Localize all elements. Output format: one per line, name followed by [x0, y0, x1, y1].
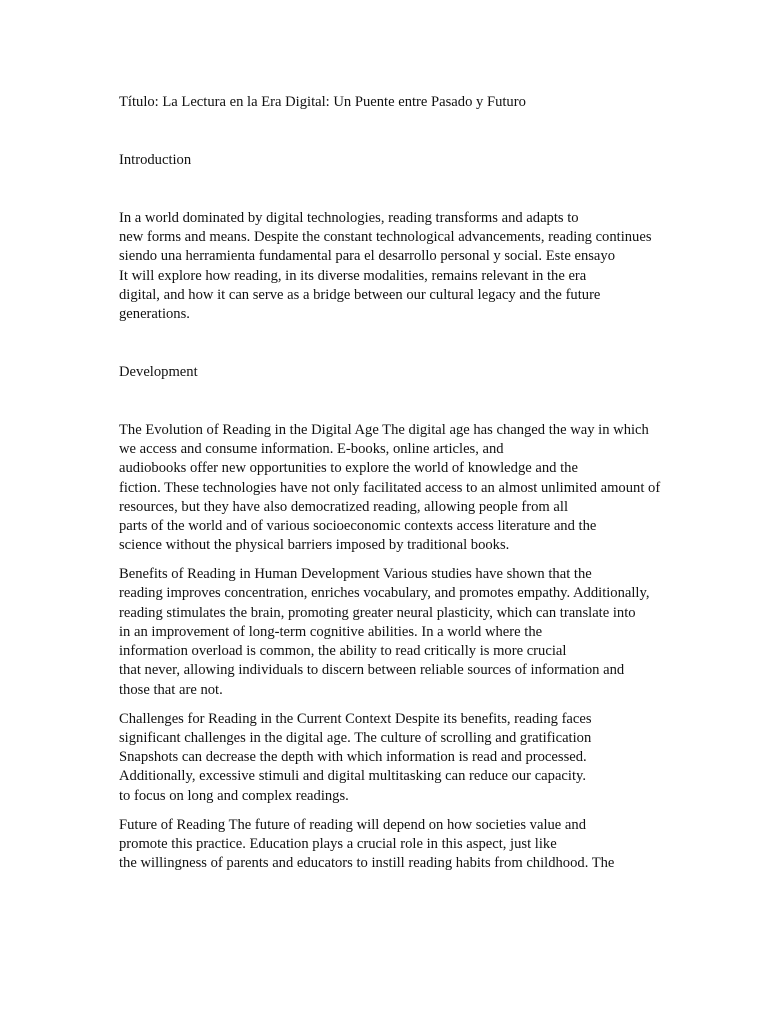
- text-line: Future of Reading The future of reading will depend on how societies value and: [119, 817, 587, 833]
- text-line: In a world dominated by digital technologies, reading transforms and adapts to: [119, 210, 579, 226]
- section-heading-development: Development: [119, 364, 198, 380]
- text-line: siendo una herramienta fundamental para el desarrollo personal y social. Este ensayo: [119, 248, 616, 264]
- text-line: generations.: [119, 306, 190, 322]
- section-heading-introduction: Introduction: [119, 152, 192, 168]
- document-title: Título: La Lectura en la Era Digital: Un Puente entre Pasado y Futuro: [119, 94, 526, 110]
- text-line: significant challenges in the digital age. The culture of scrolling and gratification: [119, 730, 592, 746]
- text-line: science without the physical barriers imposed by traditional books.: [119, 537, 510, 553]
- text-line: in an improvement of long-term cognitive abilities. In a world where the: [119, 624, 543, 640]
- text-line: new forms and means. Despite the constant technological advancements, reading continues: [119, 229, 652, 245]
- text-line: promote this practice. Education plays a crucial role in this aspect, just like: [119, 836, 557, 852]
- text-line: digital, and how it can serve as a bridge between our cultural legacy and the future: [119, 287, 601, 303]
- text-line: those that are not.: [119, 682, 223, 698]
- text-line: fiction. These technologies have not only facilitated access to an almost unlimited amount of: [119, 480, 661, 496]
- text-line: to focus on long and complex readings.: [119, 788, 349, 804]
- text-line: The Evolution of Reading in the Digital Age The digital age has changed the way in which: [119, 422, 649, 438]
- text-line: Benefits of Reading in Human Development Various studies have shown that the: [119, 566, 592, 582]
- text-line: It will explore how reading, in its diverse modalities, remains relevant in the era: [119, 268, 587, 284]
- text-line: Snapshots can decrease the depth with which information is read and processed.: [119, 749, 587, 765]
- text-line: reading improves concentration, enriches vocabulary, and promotes empathy. Additionally,: [119, 585, 650, 601]
- text-line: parts of the world and of various socioeconomic contexts access literature and the: [119, 518, 597, 534]
- text-line: resources, but they have also democratized reading, allowing people from all: [119, 499, 569, 515]
- text-line: reading stimulates the brain, promoting greater neural plasticity, which can translate into: [119, 605, 636, 621]
- text-line: Challenges for Reading in the Current Context Despite its benefits, reading faces: [119, 711, 592, 727]
- text-line: Additionally, excessive stimuli and digital multitasking can reduce our capacity.: [119, 768, 587, 784]
- text-line: the willingness of parents and educators to instill reading habits from childhood. The: [119, 855, 615, 871]
- text-line: audiobooks offer new opportunities to explore the world of knowledge and the: [119, 460, 578, 476]
- text-line: that never, allowing individuals to discern between reliable sources of information and: [119, 662, 625, 678]
- text-line: information overload is common, the ability to read critically is more crucial: [119, 643, 567, 659]
- text-line: we access and consume information. E-books, online articles, and: [119, 441, 504, 457]
